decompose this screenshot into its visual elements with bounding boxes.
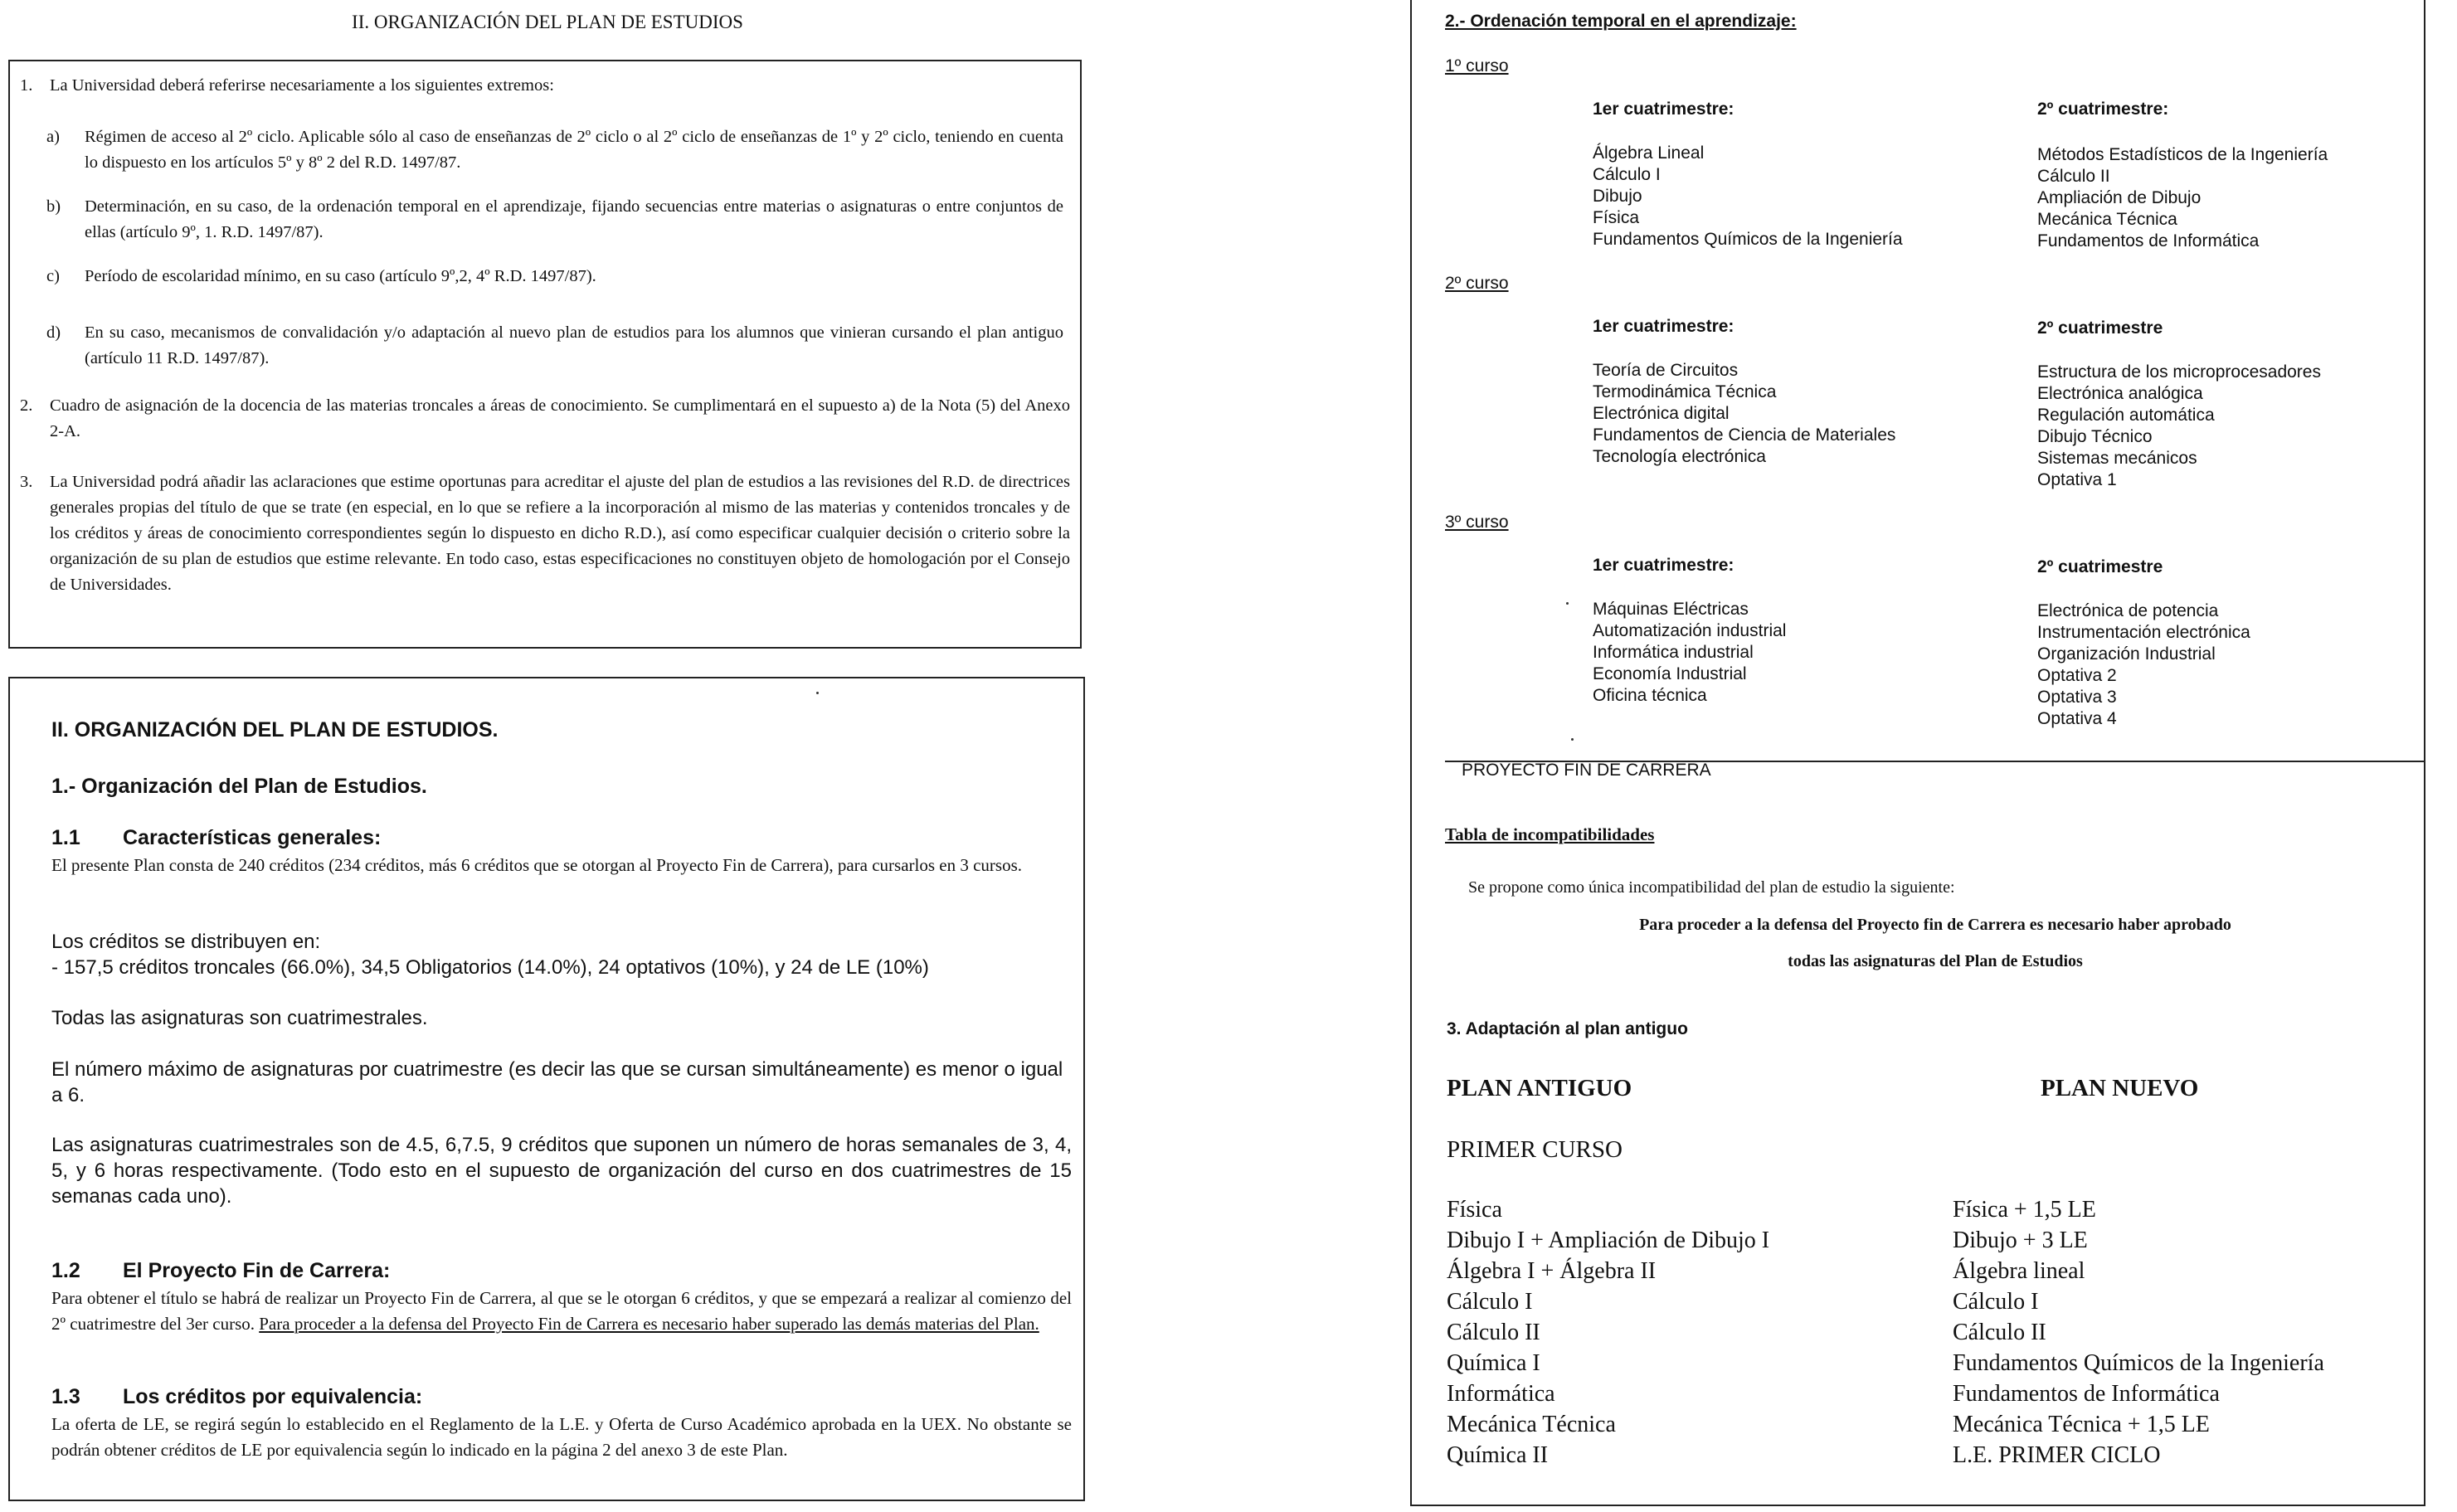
adaptation-title: 3. Adaptación al plan antiguo (1447, 1019, 1688, 1038)
incompatibility-rule-line-2: todas las asignaturas del Plan de Estudios (1788, 952, 2083, 970)
subject: Informática industrial (1593, 643, 1754, 662)
course-3-sem-2-title: 2º cuatrimestre (2037, 557, 2163, 576)
course-label-1: 1º curso (1445, 56, 1509, 75)
old-subject: Química I (1447, 1350, 1540, 1376)
course-3-sem-2-list (2037, 600, 2250, 730)
subsection-number: 1.2 (51, 1259, 80, 1282)
plan-new-list (1953, 1194, 2324, 1471)
cuatrimestrales-text: Todas las asignaturas son cuatrimestrales. (51, 1007, 428, 1029)
subject: Optativa 3 (2037, 688, 2117, 707)
course-3-sem-1-title: 1er cuatrimestre: (1593, 556, 1734, 575)
incompatibility-title: Tabla de incompatibilidades (1445, 824, 1655, 844)
subsection-title-text: El Proyecto Fin de Carrera: (123, 1259, 391, 1282)
section-heading: II. ORGANIZACIÓN DEL PLAN DE ESTUDIOS. (51, 718, 499, 741)
course-2-sem-1-list (1593, 360, 1895, 468)
subject: Sistemas mecánicos (2037, 449, 2197, 468)
item-text: La Universidad deberá referirse necesariamente a los siguientes extremos: (50, 76, 554, 95)
subject: Física (1593, 208, 1640, 227)
item-number: 2. (20, 396, 33, 415)
sub-label: b) (46, 197, 61, 216)
scan-speck (1571, 738, 1574, 741)
pfc-text: Para obtener el título se habrá de realizar un Proyecto Fin de Carrera, al que se le otorgan 6 créditos, y que se empezará a realizar al comienzo del 2º cuatrimestre del 3er curso. (51, 1288, 1072, 1334)
subsection-title-text: Características generales: (123, 826, 382, 849)
course-1-sem-2-list (2037, 144, 2328, 252)
subject: Electrónica analógica (2037, 384, 2203, 403)
subject: Álgebra Lineal (1593, 143, 1705, 163)
old-subject: Química II (1447, 1442, 1549, 1468)
item-text: La Universidad podrá añadir las aclaraciones que estime oportunas para acreditar el ajuste del plan de estudios a las revisiones del R.D. de directrices generales propias del título de que se trate (en especial, en lo que se refiere a la incorporación al mismo de las materias y contenidos troncales y de los créditos y áreas de conocimiento correspondientes según lo dispuesto en dicho R.D.), así como especificar cualquier decisión o criterio sobre la organización de su plan de estudios que estime relevante. En todo caso, estas especificaciones no constituyen objeto de homologación por el Consejo de Universidades. (50, 473, 1070, 594)
subject: Electrónica de potencia (2037, 601, 2219, 620)
incompatibility-rule-line-1: Para proceder a la defensa del Proyecto fin de Carrera es necesario haber aprobado (1639, 916, 2231, 934)
instruction-sub-a (46, 124, 1063, 176)
subject: Dibujo (1593, 187, 1642, 206)
subject: Dibujo Técnico (2037, 427, 2153, 446)
credits-distribution-label: Los créditos se distribuyen en: (51, 931, 321, 953)
instruction-sub-d (46, 320, 1063, 372)
subject: Fundamentos de Informática (2037, 231, 2260, 250)
sub-label: a) (46, 128, 60, 146)
subsection-number: 1.1 (51, 826, 80, 849)
course-2-sem-2-title: 2º cuatrimestre (2037, 318, 2163, 338)
pfc-text-underlined: Para proceder a la defensa del Proyecto Fin de Carrera es necesario haber superado las demás materias del Plan. (259, 1314, 1039, 1334)
scan-speck (816, 692, 819, 694)
plan-old-list (1447, 1194, 1769, 1471)
sub-label: d) (46, 323, 61, 342)
new-subject: Álgebra lineal (1953, 1258, 2085, 1284)
old-subject: Cálculo II (1447, 1320, 1540, 1345)
subject: Fundamentos Químicos de la Ingeniería (1593, 230, 1903, 249)
section-title: 1.- Organización del Plan de Estudios. (51, 775, 427, 798)
item-number: 1. (20, 76, 33, 95)
subject: Optativa 2 (2037, 666, 2117, 685)
subject: Métodos Estadísticos de la Ingeniería (2037, 145, 2328, 164)
old-subject: Mecánica Técnica (1447, 1412, 1616, 1437)
course-1-sem-1-list (1593, 143, 1903, 250)
course-1-sem-1-title: 1er cuatrimestre: (1593, 100, 1734, 119)
plan-old-heading: PLAN ANTIGUO (1447, 1075, 1632, 1101)
left-page-title: II. ORGANIZACIÓN DEL PLAN DE ESTUDIOS (352, 12, 743, 32)
subject: Cálculo II (2037, 167, 2110, 186)
instruction-item-2 (20, 393, 1070, 445)
subject: Estructura de los microprocesadores (2037, 362, 2321, 382)
subsection-1-1-title (51, 826, 1072, 850)
item-text: Cuadro de asignación de la docencia de las materias troncales a áreas de conocimiento. Se cumplimentará en el supuesto a) de la Nota (5) del Anexo 2-A. (50, 396, 1070, 440)
subsection-1-3-title (51, 1385, 1072, 1409)
credits-distribution-values: - 157,5 créditos troncales (66.0%), 34,5 Obligatorios (14.0%), 24 optativos (10%), y 24 de LE (10%) (51, 956, 929, 979)
subject: Máquinas Eléctricas (1593, 600, 1749, 619)
subject: Mecánica Técnica (2037, 210, 2177, 229)
course-label-3: 3º curso (1445, 513, 1509, 532)
primer-curso-label: PRIMER CURSO (1447, 1136, 1623, 1163)
subsection-number: 1.3 (51, 1385, 80, 1408)
subject: Fundamentos de Ciencia de Materiales (1593, 425, 1896, 445)
pfc-label: PROYECTO FIN DE CARRERA (1462, 761, 1711, 780)
new-subject: Fundamentos Químicos de la Ingeniería (1953, 1350, 2324, 1376)
instruction-item-3 (20, 469, 1070, 598)
course-label-2: 2º curso (1445, 274, 1509, 293)
old-subject: Dibujo I + Ampliación de Dibujo I (1447, 1228, 1770, 1253)
course-2-sem-1-title: 1er cuatrimestre: (1593, 317, 1734, 336)
subject: Teoría de Circuitos (1593, 361, 1739, 380)
subject: Cálculo I (1593, 165, 1661, 184)
subject: Ampliación de Dibujo (2037, 188, 2202, 207)
old-subject: Física (1447, 1197, 1502, 1223)
sub-text: En su caso, mecanismos de convalidación y/o adaptación al nuevo plan de estudios para los alumnos que vinieran cursando el plan antiguo (artículo 11 R.D. 1497/87). (85, 323, 1063, 367)
subject: Regulación automática (2037, 406, 2215, 425)
new-subject: Cálculo I (1953, 1289, 2039, 1315)
new-subject: Dibujo + 3 LE (1953, 1228, 2088, 1253)
instruction-sub-b (46, 194, 1063, 246)
instruction-item-1 (20, 73, 1070, 99)
sub-text: Período de escolaridad mínimo, en su caso (artículo 9º,2, 4º R.D. 1497/87). (85, 267, 596, 285)
new-subject: Fundamentos de Informática (1953, 1381, 2220, 1407)
subject: Tecnología electrónica (1593, 447, 1766, 466)
organizacion-box (8, 677, 1085, 1501)
old-subject: Informática (1447, 1381, 1555, 1407)
hours-text: Las asignaturas cuatrimestrales son de 4.5, 6,7.5, 9 créditos que suponen un número de horas semanales de 3, 4, 5, y 6 horas respectivamente. (Todo esto en el supuesto de organización del curso en dos cuatrimestres de 15 semanas cada uno). (51, 1134, 1072, 1208)
subject: Oficina técnica (1593, 686, 1707, 705)
subject: Organización Industrial (2037, 644, 2216, 664)
subject: Termodinámica Técnica (1593, 382, 1777, 401)
subject: Automatización industrial (1593, 621, 1787, 640)
course-2-sem-2-list (2037, 362, 2321, 491)
plan-new-heading: PLAN NUEVO (2041, 1075, 2199, 1101)
subject: Economía Industrial (1593, 664, 1747, 683)
subsection-1-1-text: El presente Plan consta de 240 créditos (234 créditos, más 6 créditos que se otorgan al Proyecto Fin de Carrera), para cursarlos en 3 cursos. (51, 855, 1023, 875)
new-subject: Mecánica Técnica + 1,5 LE (1953, 1412, 2210, 1437)
course-1-sem-2-title: 2º cuatrimestre: (2037, 100, 2169, 119)
incompatibility-intro: Se propone como única incompatibilidad del plan de estudio la siguiente: (1468, 878, 1955, 897)
right-page (1410, 0, 2457, 1512)
old-subject: Cálculo I (1447, 1289, 1533, 1315)
subsection-1-2-text (51, 1286, 1072, 1337)
subsection-1-3-text: La oferta de LE, se regirá según lo establecido en el Reglamento de la L.E. y Oferta de Curso Académico aprobada en la UEX. No obstante se podrán obtener créditos de LE por equivalencia según lo indicado en la página 2 del anexo 3 de este Plan. (51, 1414, 1072, 1460)
ordenacion-title: 2.- Ordenación temporal en el aprendizaje: (1445, 12, 1797, 31)
sub-text: Régimen de acceso al 2º ciclo. Aplicable sólo al caso de enseñanzas de 2º ciclo o al 2º ciclo de enseñanzas de 1º y 2º ciclo, teniendo en cuenta lo dispuesto en los artículos 5º y 8º 2 del R.D. 1497/87. (85, 128, 1063, 172)
item-number: 3. (20, 473, 33, 491)
subject: Optativa 4 (2037, 709, 2117, 728)
new-subject: L.E. PRIMER CICLO (1953, 1442, 2161, 1468)
sub-text: Determinación, en su caso, de la ordenación temporal en el aprendizaje, fijando secuencias entre materias o asignaturas o entre conjuntos de ellas (artículo 9º, 1. R.D. 1497/87). (85, 197, 1063, 241)
max-subjects-text: El número máximo de asignaturas por cuatrimestre (es decir las que se cursan simultáneamente) es menor o igual a 6. (51, 1058, 1063, 1106)
subject: Instrumentación electrónica (2037, 623, 2250, 642)
subject: Electrónica digital (1593, 404, 1730, 423)
old-subject: Álgebra I + Álgebra II (1447, 1258, 1657, 1284)
new-subject: Física + 1,5 LE (1953, 1197, 2096, 1223)
instruction-sub-c (46, 264, 1063, 289)
sub-label: c) (46, 267, 60, 285)
subsection-1-2-title (51, 1259, 1072, 1283)
scan-speck (1566, 602, 1569, 605)
instructions-box (8, 60, 1082, 649)
course-3-sem-1-list (1593, 599, 1786, 707)
subsection-title-text: Los créditos por equivalencia: (123, 1385, 423, 1408)
subject: Optativa 1 (2037, 470, 2117, 489)
new-subject: Cálculo II (1953, 1320, 2046, 1345)
